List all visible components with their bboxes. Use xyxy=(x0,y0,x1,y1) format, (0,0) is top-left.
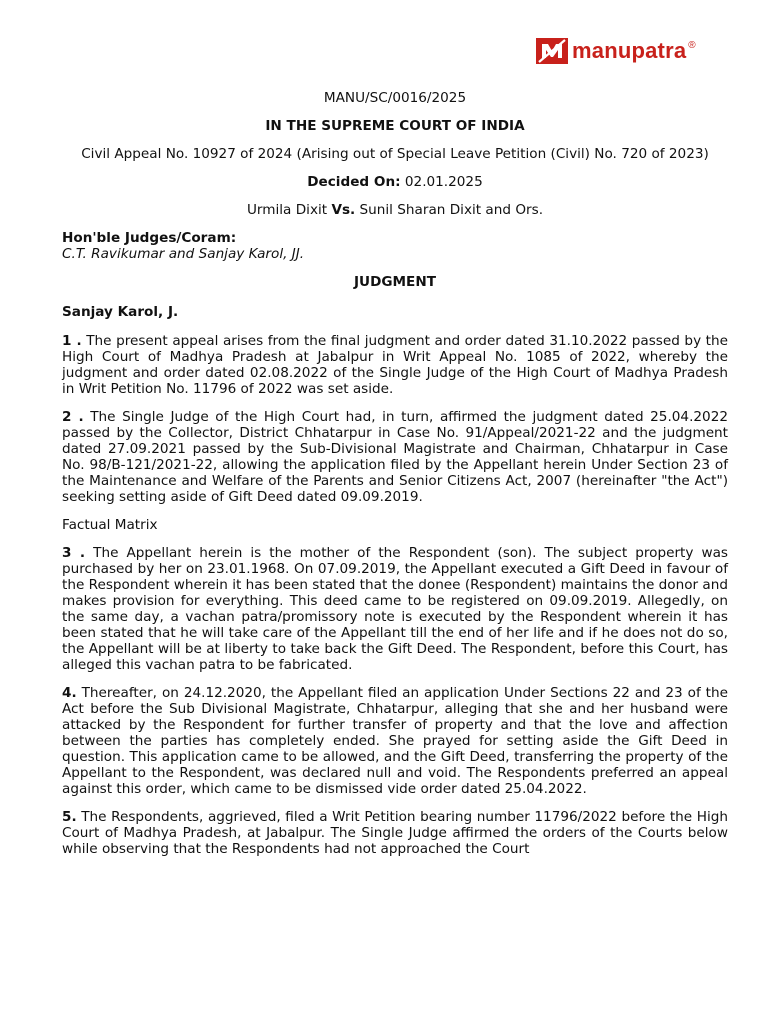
paragraph-number: 4. xyxy=(62,685,77,701)
citation: MANU/SC/0016/2025 xyxy=(323,90,467,106)
coram-label: Hon'ble Judges/Coram: xyxy=(62,230,237,246)
manupatra-logo-icon xyxy=(536,36,568,66)
court-name: IN THE SUPREME COURT OF INDIA xyxy=(265,118,525,134)
parties xyxy=(62,202,728,218)
decided-label: Decided On: xyxy=(307,174,401,190)
paragraph-text: Thereafter, on 24.12.2020, the Appellant filed an application Under Sections 22 and 23 of the Act before the Sub Divisional Magistrate, Chhatarpur, alleging that she and her husband were attacked by the Respondent for further transfer of property and that the love and affection between the parties has completely ended. She prayed for setting aside the Gift Deed in question. This application came to be allowed, and the Gift Deed, transferring the property of the Appellant to the Respondent, was declared null and void. The Respondents preferred an appeal against this order, which came to be dismissed vide order dated 25.04.2022. xyxy=(62,685,728,797)
paragraph-3 xyxy=(62,545,728,673)
paragraph-text: The Respondents, aggrieved, filed a Writ Petition bearing number 11796/2022 before the High Court of Madhya Pradesh, at Jabalpur. The Single Judge affirmed the orders of the Courts below while observing that the Respondents had not approached the Court xyxy=(62,809,728,857)
paragraph-number: 2 . xyxy=(62,409,84,425)
judgment-author: Sanjay Karol, J. xyxy=(62,304,179,320)
decided-date: 02.01.2025 xyxy=(404,174,483,190)
judgment-document xyxy=(62,90,728,857)
paragraph-text: The Appellant herein is the mother of the Respondent (son). The subject property was purchased by her on 23.01.1968. On 07.09.2019, the Appellant executed a Gift Deed in favour of the Respondent wherein it has been stated that the donee (Respondent) maintains the donor and makes provision for everything. This deed came to be registered on 09.09.2019. Allegedly, on the same day, a vachan patra/promissory note is executed by the Respondent wherein it has been stated that he will take care of the Appellant till the end of her life and if he does not do so, the Appellant will be at liberty to take back the Gift Deed. The Respondent, before this Court, has alleged this vachan patra to be fabricated. xyxy=(62,545,728,673)
paragraph-5 xyxy=(62,809,728,857)
judgment-heading: JUDGMENT xyxy=(353,274,436,290)
paragraph-2 xyxy=(62,409,728,505)
respondent-name: Sunil Sharan Dixit and Ors. xyxy=(359,202,544,218)
manupatra-logo xyxy=(536,36,696,66)
decided-on xyxy=(62,174,728,190)
case-title: Civil Appeal No. 10927 of 2024 (Arising out of Special Leave Petition (Civil) No. 720 of 2023) xyxy=(81,146,709,162)
paragraph-text: The present appeal arises from the final judgment and order dated 31.10.2022 passed by the High Court of Madhya Pradesh at Jabalpur in Writ Appeal No. 1085 of 2022, whereby the judgment and order dated 02.08.2022 of the Single Judge of the High Court of Madhya Pradesh in Writ Petition No. 11796 of 2022 was set aside. xyxy=(62,333,728,397)
section-heading: Factual Matrix xyxy=(62,517,158,533)
versus: Vs. xyxy=(331,202,356,218)
logo-text: manupatra xyxy=(572,38,687,63)
paragraph-number: 3 . xyxy=(62,545,86,561)
paragraph-number: 5. xyxy=(62,809,77,825)
paragraph-4 xyxy=(62,685,728,797)
paragraph-number: 1 . xyxy=(62,333,82,349)
appellant-name: Urmila Dixit xyxy=(246,202,328,218)
logo-registered-mark: ® xyxy=(688,40,696,51)
coram-judges: C.T. Ravikumar and Sanjay Karol, JJ. xyxy=(62,246,305,262)
paragraph-text: The Single Judge of the High Court had, in turn, affirmed the judgment dated 25.04.2022 passed by the Collector, District Chhatarpur in Case No. 91/Appeal/2021-22 and the judgment dated 27.09.2021 passed by the Sub-Divisional Magistrate and Chairman, Chhatarpur in Case No. 98/B-121/2021-22, allowing the application filed by the Appellant herein Under Section 23 of the Maintenance and Welfare of the Parents and Senior Citizens Act, 2007 (hereinafter "the Act") seeking setting aside of Gift Deed dated 09.09.2019. xyxy=(62,409,728,505)
paragraph-1 xyxy=(62,333,728,397)
